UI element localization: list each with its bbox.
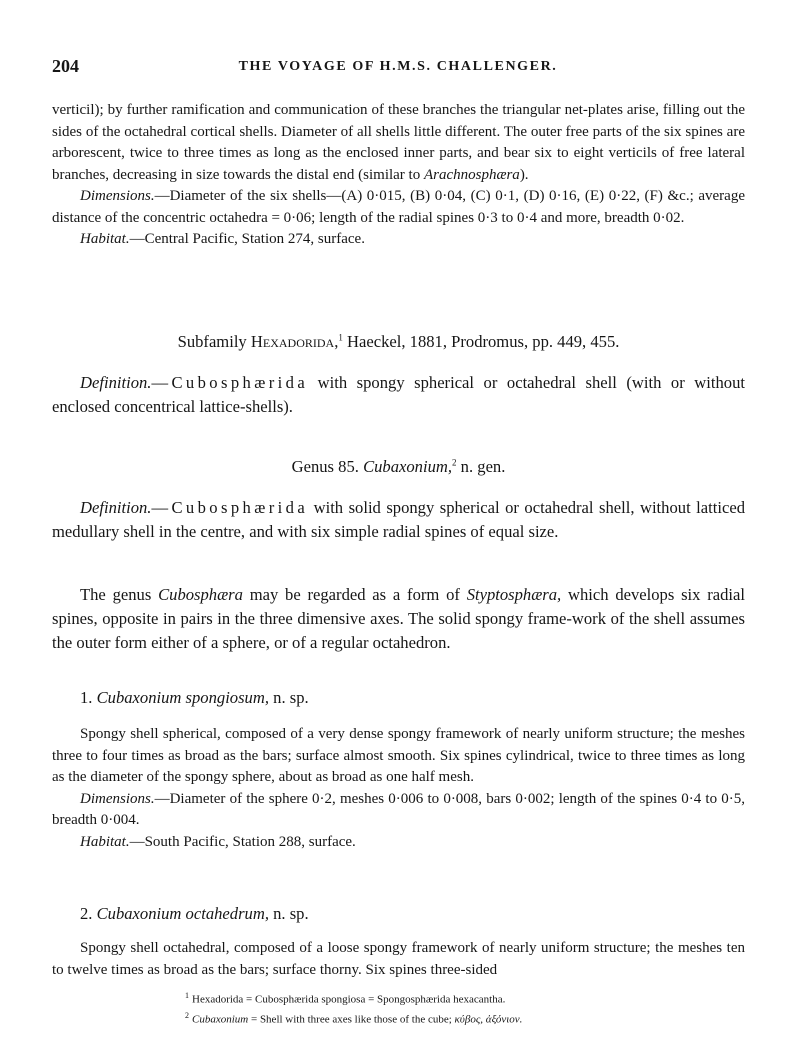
species-suffix: n. sp. [268,904,309,923]
habitat-text: —South Pacific, Station 288, surface. [129,833,356,850]
genus-name: Cubaxonium, [363,457,453,476]
footnote-2 [185,1008,522,1028]
intro-genus-ref: Arachnosphæra [423,166,520,183]
species-1-description: Spongy shell spherical, composed of a very dense spongy framework of nearly uniform structure; the meshes three to four times as broad as the bars; surface almost smooth. Six spines cylindrical, twice to three times as long as the diameter of the spongy sphere, about as broad as one half mesh. [52,726,745,785]
definition-group: —Cubosphærida [151,498,309,517]
footnote-ref-1: 1 [338,332,343,343]
species-name: Cubaxonium octahedrum, [96,904,269,923]
intro-habitat [52,229,745,251]
dimensions-label: Dimensions. [80,188,155,204]
subfamily-citation: Haeckel, 1881, Prodromus, pp. 449, 455. [342,332,620,351]
subfamily-definition [52,371,745,419]
footnote-ref-2: 2 [452,457,457,468]
genus-definition [52,496,745,544]
dimensions-text: —Diameter of the sphere 0·2, meshes 0·006 to 0·008, bars 0·002; length of the spines 0·4 to 0·5, breadth 0·004. [52,790,745,828]
species-name: Cubaxonium spongiosum, [96,688,269,707]
subfamily-name: Hexadorida, [250,332,339,351]
footnote-mark: 2 [185,1010,189,1020]
genus-suffix: n. gen. [456,457,506,476]
species-1-section [52,724,745,853]
definition-group: —Cubosphærida [151,373,309,392]
intro-paragraph [52,100,745,186]
footnote-1 [185,988,522,1008]
species-suffix: n. sp. [269,688,309,707]
remark-genus-2: Styptosphæra, [466,585,562,604]
species-2-section [52,938,745,981]
subfamily-heading [52,330,745,354]
dimensions-label: Dimensions. [80,790,155,807]
intro-section [52,100,745,251]
running-title: THE VOYAGE OF H.M.S. CHALLENGER. [238,59,558,74]
intro-dimensions [52,186,745,229]
genus-heading [52,455,745,479]
habitat-text: —Central Pacific, Station 274, surface. [129,231,365,247]
habitat-label: Habitat. [80,231,130,247]
species-1-habitat [52,832,745,854]
species-1-heading [80,688,309,708]
definition-text: with spongy spherical or octahedral shell (with or without enclosed concentrical lattice-shells). [52,373,745,416]
footnote-text: = Shell with three axes like those of the cube; [248,1013,455,1026]
remark-text: which develops six radial spines, opposite in pairs in the three dimensive axes. The solid spongy frame-work of the shell assumes the outer form either of a sphere, or of a regular octahedron. [52,585,745,652]
genus-remark [52,583,745,655]
footnote-greek: κύβος, ἀξόνιον. [454,1013,523,1026]
footnote-text: Hexadorida = Cubosphærida spongiosa = Spongosphærida hexacantha. [192,993,506,1006]
subfamily-prefix: Subfamily [177,332,251,351]
habitat-label: Habitat. [80,833,130,850]
remark-text: may be regarded as a form of [242,585,467,604]
species-2-description: Spongy shell octahedral, composed of a loose spongy framework of nearly uniform structure; the meshes ten to twelve times as broad as the bars; surface thorny. Six spines three-sided [52,940,745,978]
species-number: 2. [80,904,97,923]
footnotes [185,988,522,1027]
definition-label: Definition. [80,373,152,392]
footnote-mark: 1 [185,991,189,1000]
intro-ref-end: ). [519,166,529,183]
remark-genus-1: Cubosphæra [158,585,243,604]
definition-text: with solid spongy spherical or octahedral shell, without latticed medullary shell in the centre, and with six simple radial spines of equal size. [52,498,745,541]
species-number: 1. [80,688,97,707]
species-2-heading [80,904,309,924]
remark-text: The genus [80,585,159,604]
intro-text: verticil); by further ramification and communication of these branches the triangular net-plates arise, filling out the sides of the octahedral cortical shells. Diameter of all shells little different. The outer free parts of the six spines are arborescent, twice to three times as long as the enclosed inner parts, and bear six to eight verticils of free lateral branches, decreasing in size towards the distal end (similar to [52,102,745,183]
footnote-term: Cubaxonium [192,1013,249,1026]
species-1-dimensions [52,789,745,832]
page-number: 204 [52,56,79,76]
definition-label: Definition. [80,498,152,517]
genus-prefix: Genus 85. [291,457,364,476]
dimensions-text: —Diameter of the six shells—(A) 0·015, (B) 0·04, (C) 0·1, (D) 0·16, (E) 0·22, (F) &c.; average distance of the concentric octahedra = 0·06; length of the radial spines 0·3 to 0·4 and more, breadth 0·02. [52,188,745,226]
page-header [52,56,744,82]
